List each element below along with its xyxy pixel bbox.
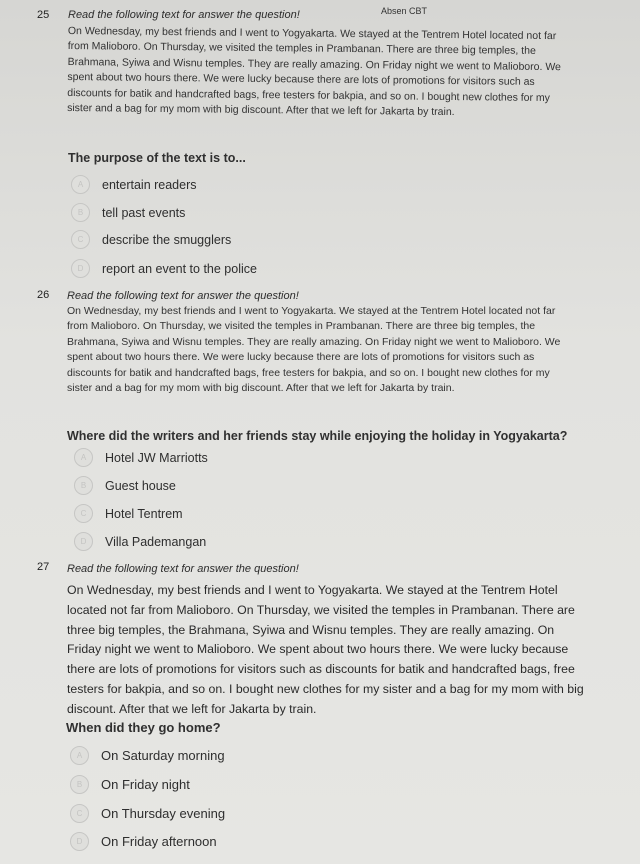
radio-button[interactable]: D	[74, 532, 93, 551]
passage-line: sister and a bag for my mom with big discount. After that we left for Jakarta by train.	[67, 102, 455, 119]
radio-button[interactable]: A	[74, 448, 93, 467]
passage-line: On Wednesday, my best friends and I went to Yogyakarta. We stayed at the Tentrem Hotel located not far	[67, 305, 556, 317]
passage-line: from Malioboro. On Thursday, we visited the temples in Prambanan. There are three big temples, the	[67, 40, 536, 58]
reading-passage	[67, 24, 616, 122]
radio-button[interactable]: B	[74, 476, 93, 495]
reading-passage	[67, 581, 627, 720]
question-prompt: The purpose of the text is to...	[68, 151, 246, 165]
passage-line: discounts for batik and handcrafted bags, free testers for bakpia, and so on. I bought new clothes for my	[67, 86, 551, 104]
question-number: 25	[37, 9, 50, 21]
answer-option-c[interactable]	[74, 504, 183, 523]
passage-line: Brahmana, Syiwa and Wisnu temples. They are really amazing. On Friday night we went to Malioboro. We	[67, 55, 561, 73]
reading-passage	[67, 304, 621, 396]
page-header-title: Absen CBT	[381, 6, 428, 16]
question-number: 26	[37, 289, 50, 301]
question-instruction: Read the following text for answer the question!	[67, 290, 299, 302]
passage-line: spent about two hours there. We were lucky because there are lots of promotions for visitors such as	[67, 351, 535, 364]
question-instruction: Read the following text for answer the question!	[67, 563, 299, 575]
answer-option-c[interactable]	[71, 230, 231, 249]
answer-option-a[interactable]	[71, 175, 197, 194]
option-label: Villa Pademangan	[105, 534, 207, 549]
radio-button[interactable]: D	[71, 259, 90, 278]
option-label: tell past events	[102, 205, 186, 220]
question-number: 27	[37, 561, 50, 573]
passage-line: On Wednesday, my best friends and I went to Yogyakarta. We stayed at the Tentrem Hotel	[67, 583, 558, 597]
passage-line: sister and a bag for my mom with big discount. After that we left for Jakarta by train.	[67, 382, 455, 395]
answer-option-d[interactable]	[74, 532, 206, 551]
passage-line: On Wednesday, my best friends and I went to Yogyakarta. We stayed at the Tentrem Hotel located not far	[67, 24, 557, 43]
radio-button[interactable]: C	[71, 230, 90, 249]
radio-button[interactable]: A	[71, 175, 90, 194]
radio-button[interactable]: B	[71, 203, 90, 222]
question-instruction: Read the following text for answer the question!	[68, 9, 300, 21]
passage-line: there are lots of promotions for visitors such as discounts for batik and handcrafted bags, free	[67, 662, 575, 677]
answer-option-b[interactable]	[71, 203, 185, 222]
answer-option-d[interactable]	[71, 259, 257, 278]
answer-option-b[interactable]	[74, 476, 176, 495]
radio-button[interactable]: C	[70, 804, 89, 823]
radio-button[interactable]: D	[70, 832, 89, 851]
option-label: Hotel JW Marriotts	[105, 450, 208, 465]
passage-line: Brahmana, Syiwa and Wisnu temples. They are really amazing. On Friday night we went to Malioboro. We	[67, 335, 561, 348]
option-label: Hotel Tentrem	[105, 506, 183, 521]
answer-option-d[interactable]	[70, 832, 217, 851]
passage-line: discount. After that we left for Jakarta by train.	[67, 701, 317, 716]
answer-option-a[interactable]	[70, 746, 225, 765]
option-label: describe the smugglers	[102, 232, 232, 247]
passage-line: Friday night we went to Malioboro. We spent about two hours there. We were lucky because	[67, 642, 569, 657]
passage-line: discounts for batik and handcrafted bags, free testers for bakpia, and so on. I bought new clothes for my	[67, 366, 550, 379]
radio-button[interactable]: A	[70, 746, 89, 765]
passage-line: testers for bakpia, and so on. I bought new clothes for my sister and a bag for my mom with big	[67, 681, 584, 696]
answer-option-c[interactable]	[70, 804, 225, 823]
option-label: On Friday night	[101, 777, 190, 792]
passage-line: three big temples, the Brahmana, Syiwa and Wisnu temples. They are really amazing. On	[67, 622, 555, 637]
option-label: Guest house	[105, 478, 176, 493]
option-label: entertain readers	[102, 177, 197, 192]
answer-option-a[interactable]	[74, 448, 208, 467]
radio-button[interactable]: B	[70, 775, 89, 794]
question-prompt: When did they go home?	[66, 720, 221, 735]
passage-line: from Malioboro. On Thursday, we visited the temples in Prambanan. There are three big temples, the	[67, 320, 536, 333]
radio-button[interactable]: C	[74, 504, 93, 523]
option-label: On Saturday morning	[101, 748, 225, 763]
answer-option-b[interactable]	[70, 775, 190, 794]
option-label: On Friday afternoon	[101, 834, 217, 849]
passage-line: spent about two hours there. We were lucky because there are lots of promotions for visitors such as	[67, 71, 535, 89]
question-prompt: Where did the writers and her friends stay while enjoying the holiday in Yogyakarta?	[67, 429, 568, 443]
option-label: On Thursday evening	[101, 806, 226, 821]
passage-line: located not far from Malioboro. On Thursday, we visited the temples in Prambanan. There are	[67, 602, 575, 617]
option-label: report an event to the police	[102, 261, 257, 276]
